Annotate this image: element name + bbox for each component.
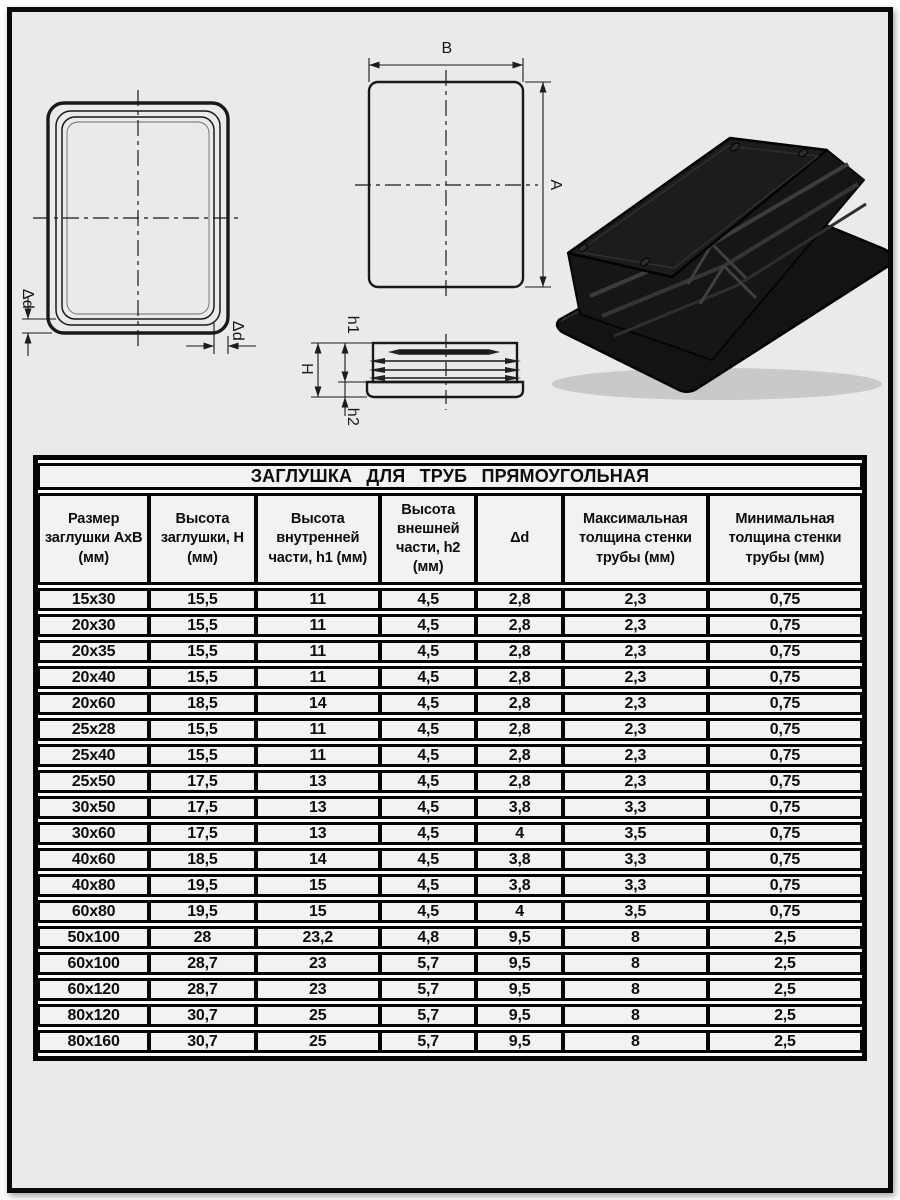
value-cell: 0,75 — [708, 692, 862, 715]
table-row — [38, 588, 862, 611]
page-frame — [7, 7, 893, 1193]
value-cell: 3,5 — [563, 900, 708, 923]
value-cell: 2,8 — [476, 692, 563, 715]
value-cell: 28,7 — [149, 978, 255, 1001]
value-cell: 15,5 — [149, 614, 255, 637]
value-cell: 2,3 — [563, 614, 708, 637]
table-row — [38, 874, 862, 897]
value-cell: 4,8 — [380, 926, 476, 949]
table-row — [38, 614, 862, 637]
size-cell: 50х100 — [38, 926, 149, 949]
value-cell: 4,5 — [380, 744, 476, 767]
value-cell: 0,75 — [708, 640, 862, 663]
value-cell: 0,75 — [708, 588, 862, 611]
size-cell: 25х28 — [38, 718, 149, 741]
value-cell: 2,8 — [476, 770, 563, 793]
top-view-drawing — [355, 58, 551, 300]
size-cell: 40х60 — [38, 848, 149, 871]
value-cell: 14 — [256, 848, 380, 871]
value-cell: 25 — [256, 1004, 380, 1027]
value-cell: 18,5 — [149, 692, 255, 715]
value-cell: 14 — [256, 692, 380, 715]
dim-label-delta-d-left: Δd — [19, 288, 36, 310]
value-cell: 2,5 — [708, 926, 862, 949]
value-cell: 4,5 — [380, 588, 476, 611]
value-cell: 13 — [256, 770, 380, 793]
table-row — [38, 770, 862, 793]
value-cell: 4,5 — [380, 796, 476, 819]
size-cell: 15х30 — [38, 588, 149, 611]
column-header-6: Минимальная толщина стенки трубы (мм) — [708, 493, 862, 585]
value-cell: 2,8 — [476, 718, 563, 741]
value-cell: 2,3 — [563, 692, 708, 715]
value-cell: 4 — [476, 900, 563, 923]
value-cell: 0,75 — [708, 614, 862, 637]
value-cell: 17,5 — [149, 822, 255, 845]
value-cell: 30,7 — [149, 1004, 255, 1027]
value-cell: 2,5 — [708, 1030, 862, 1053]
dim-label-h: H — [298, 363, 315, 375]
side-view-drawing — [311, 334, 523, 416]
value-cell: 2,8 — [476, 614, 563, 637]
value-cell: 2,8 — [476, 588, 563, 611]
value-cell: 17,5 — [149, 770, 255, 793]
size-cell: 20х30 — [38, 614, 149, 637]
value-cell: 11 — [256, 718, 380, 741]
value-cell: 25 — [256, 1030, 380, 1053]
technical-drawing — [12, 12, 888, 450]
value-cell: 8 — [563, 1030, 708, 1053]
value-cell: 4,5 — [380, 640, 476, 663]
value-cell: 19,5 — [149, 874, 255, 897]
column-header-2: Высота внутренней части, h1 (мм) — [256, 493, 380, 585]
product-photo — [552, 138, 888, 400]
value-cell: 4,5 — [380, 770, 476, 793]
value-cell: 11 — [256, 744, 380, 767]
value-cell: 4,5 — [380, 718, 476, 741]
value-cell: 18,5 — [149, 848, 255, 871]
size-cell: 25х40 — [38, 744, 149, 767]
size-cell: 60х120 — [38, 978, 149, 1001]
size-cell: 80х120 — [38, 1004, 149, 1027]
value-cell: 11 — [256, 588, 380, 611]
value-cell: 2,8 — [476, 640, 563, 663]
dim-label-h1: h1 — [344, 315, 361, 335]
size-cell: 20х60 — [38, 692, 149, 715]
value-cell: 3,8 — [476, 874, 563, 897]
size-cell: 80х160 — [38, 1030, 149, 1053]
value-cell: 8 — [563, 926, 708, 949]
value-cell: 13 — [256, 796, 380, 819]
table-header-row — [38, 493, 862, 585]
table-row — [38, 666, 862, 689]
value-cell: 9,5 — [476, 1004, 563, 1027]
value-cell: 9,5 — [476, 1030, 563, 1053]
value-cell: 23,2 — [256, 926, 380, 949]
dim-label-delta-d-right: Δd — [229, 320, 246, 342]
value-cell: 4,5 — [380, 614, 476, 637]
value-cell: 11 — [256, 614, 380, 637]
value-cell: 9,5 — [476, 952, 563, 975]
value-cell: 2,3 — [563, 666, 708, 689]
size-cell: 30х60 — [38, 822, 149, 845]
value-cell: 5,7 — [380, 952, 476, 975]
value-cell: 0,75 — [708, 874, 862, 897]
value-cell: 3,5 — [563, 822, 708, 845]
value-cell: 9,5 — [476, 926, 563, 949]
spec-table — [38, 460, 862, 1056]
column-header-0: Размер заглушки АхВ (мм) — [38, 493, 149, 585]
value-cell: 0,75 — [708, 666, 862, 689]
value-cell: 15,5 — [149, 640, 255, 663]
value-cell: 2,8 — [476, 744, 563, 767]
dim-label-a: A — [547, 179, 564, 191]
value-cell: 15,5 — [149, 718, 255, 741]
value-cell: 15 — [256, 874, 380, 897]
value-cell: 2,8 — [476, 666, 563, 689]
value-cell: 15,5 — [149, 744, 255, 767]
value-cell: 15,5 — [149, 666, 255, 689]
value-cell: 11 — [256, 640, 380, 663]
table-row — [38, 926, 862, 949]
value-cell: 0,75 — [708, 822, 862, 845]
value-cell: 4,5 — [380, 666, 476, 689]
value-cell: 5,7 — [380, 978, 476, 1001]
value-cell: 4 — [476, 822, 563, 845]
value-cell: 8 — [563, 952, 708, 975]
value-cell: 3,3 — [563, 848, 708, 871]
value-cell: 0,75 — [708, 900, 862, 923]
table-row — [38, 952, 862, 975]
value-cell: 28 — [149, 926, 255, 949]
value-cell: 15 — [256, 900, 380, 923]
value-cell: 2,3 — [563, 640, 708, 663]
value-cell: 19,5 — [149, 900, 255, 923]
table-row — [38, 744, 862, 767]
value-cell: 15,5 — [149, 588, 255, 611]
size-cell: 20х40 — [38, 666, 149, 689]
size-cell: 25х50 — [38, 770, 149, 793]
column-header-1: Высота заглушки, Н (мм) — [149, 493, 255, 585]
table-row — [38, 1030, 862, 1053]
dim-label-h2: h2 — [344, 407, 361, 427]
value-cell: 8 — [563, 978, 708, 1001]
dim-label-b: B — [441, 40, 453, 57]
spec-table-frame — [33, 455, 867, 1061]
column-header-5: Максимальная толщина стенки трубы (мм) — [563, 493, 708, 585]
size-cell: 60х100 — [38, 952, 149, 975]
size-cell: 20х35 — [38, 640, 149, 663]
table-row — [38, 796, 862, 819]
value-cell: 2,5 — [708, 1004, 862, 1027]
value-cell: 0,75 — [708, 718, 862, 741]
value-cell: 0,75 — [708, 848, 862, 871]
value-cell: 0,75 — [708, 744, 862, 767]
size-cell: 60х80 — [38, 900, 149, 923]
value-cell: 4,5 — [380, 848, 476, 871]
value-cell: 17,5 — [149, 796, 255, 819]
value-cell: 3,3 — [563, 874, 708, 897]
table-row — [38, 640, 862, 663]
value-cell: 30,7 — [149, 1030, 255, 1053]
value-cell: 9,5 — [476, 978, 563, 1001]
value-cell: 3,8 — [476, 796, 563, 819]
column-header-3: Высота внешней части, h2 (мм) — [380, 493, 476, 585]
value-cell: 5,7 — [380, 1004, 476, 1027]
table-row — [38, 900, 862, 923]
table-row — [38, 692, 862, 715]
value-cell: 3,3 — [563, 796, 708, 819]
value-cell: 5,7 — [380, 1030, 476, 1053]
value-cell: 11 — [256, 666, 380, 689]
value-cell: 4,5 — [380, 692, 476, 715]
table-title: ЗАГЛУШКА ДЛЯ ТРУБ ПРЯМОУГОЛЬНАЯ — [38, 463, 862, 490]
value-cell: 2,5 — [708, 952, 862, 975]
value-cell: 3,8 — [476, 848, 563, 871]
table-row — [38, 822, 862, 845]
value-cell: 13 — [256, 822, 380, 845]
size-cell: 40х80 — [38, 874, 149, 897]
table-row — [38, 978, 862, 1001]
value-cell: 23 — [256, 978, 380, 1001]
front-view-drawing — [22, 90, 256, 356]
table-row — [38, 848, 862, 871]
value-cell: 0,75 — [708, 770, 862, 793]
value-cell: 0,75 — [708, 796, 862, 819]
value-cell: 2,3 — [563, 588, 708, 611]
value-cell: 2,3 — [563, 770, 708, 793]
value-cell: 2,3 — [563, 744, 708, 767]
value-cell: 2,3 — [563, 718, 708, 741]
value-cell: 4,5 — [380, 874, 476, 897]
size-cell: 30х50 — [38, 796, 149, 819]
value-cell: 8 — [563, 1004, 708, 1027]
value-cell: 28,7 — [149, 952, 255, 975]
value-cell: 4,5 — [380, 822, 476, 845]
value-cell: 4,5 — [380, 900, 476, 923]
table-body — [38, 588, 862, 1053]
table-row — [38, 1004, 862, 1027]
value-cell: 23 — [256, 952, 380, 975]
table-row — [38, 718, 862, 741]
value-cell: 2,5 — [708, 978, 862, 1001]
column-header-4: Δd — [476, 493, 563, 585]
